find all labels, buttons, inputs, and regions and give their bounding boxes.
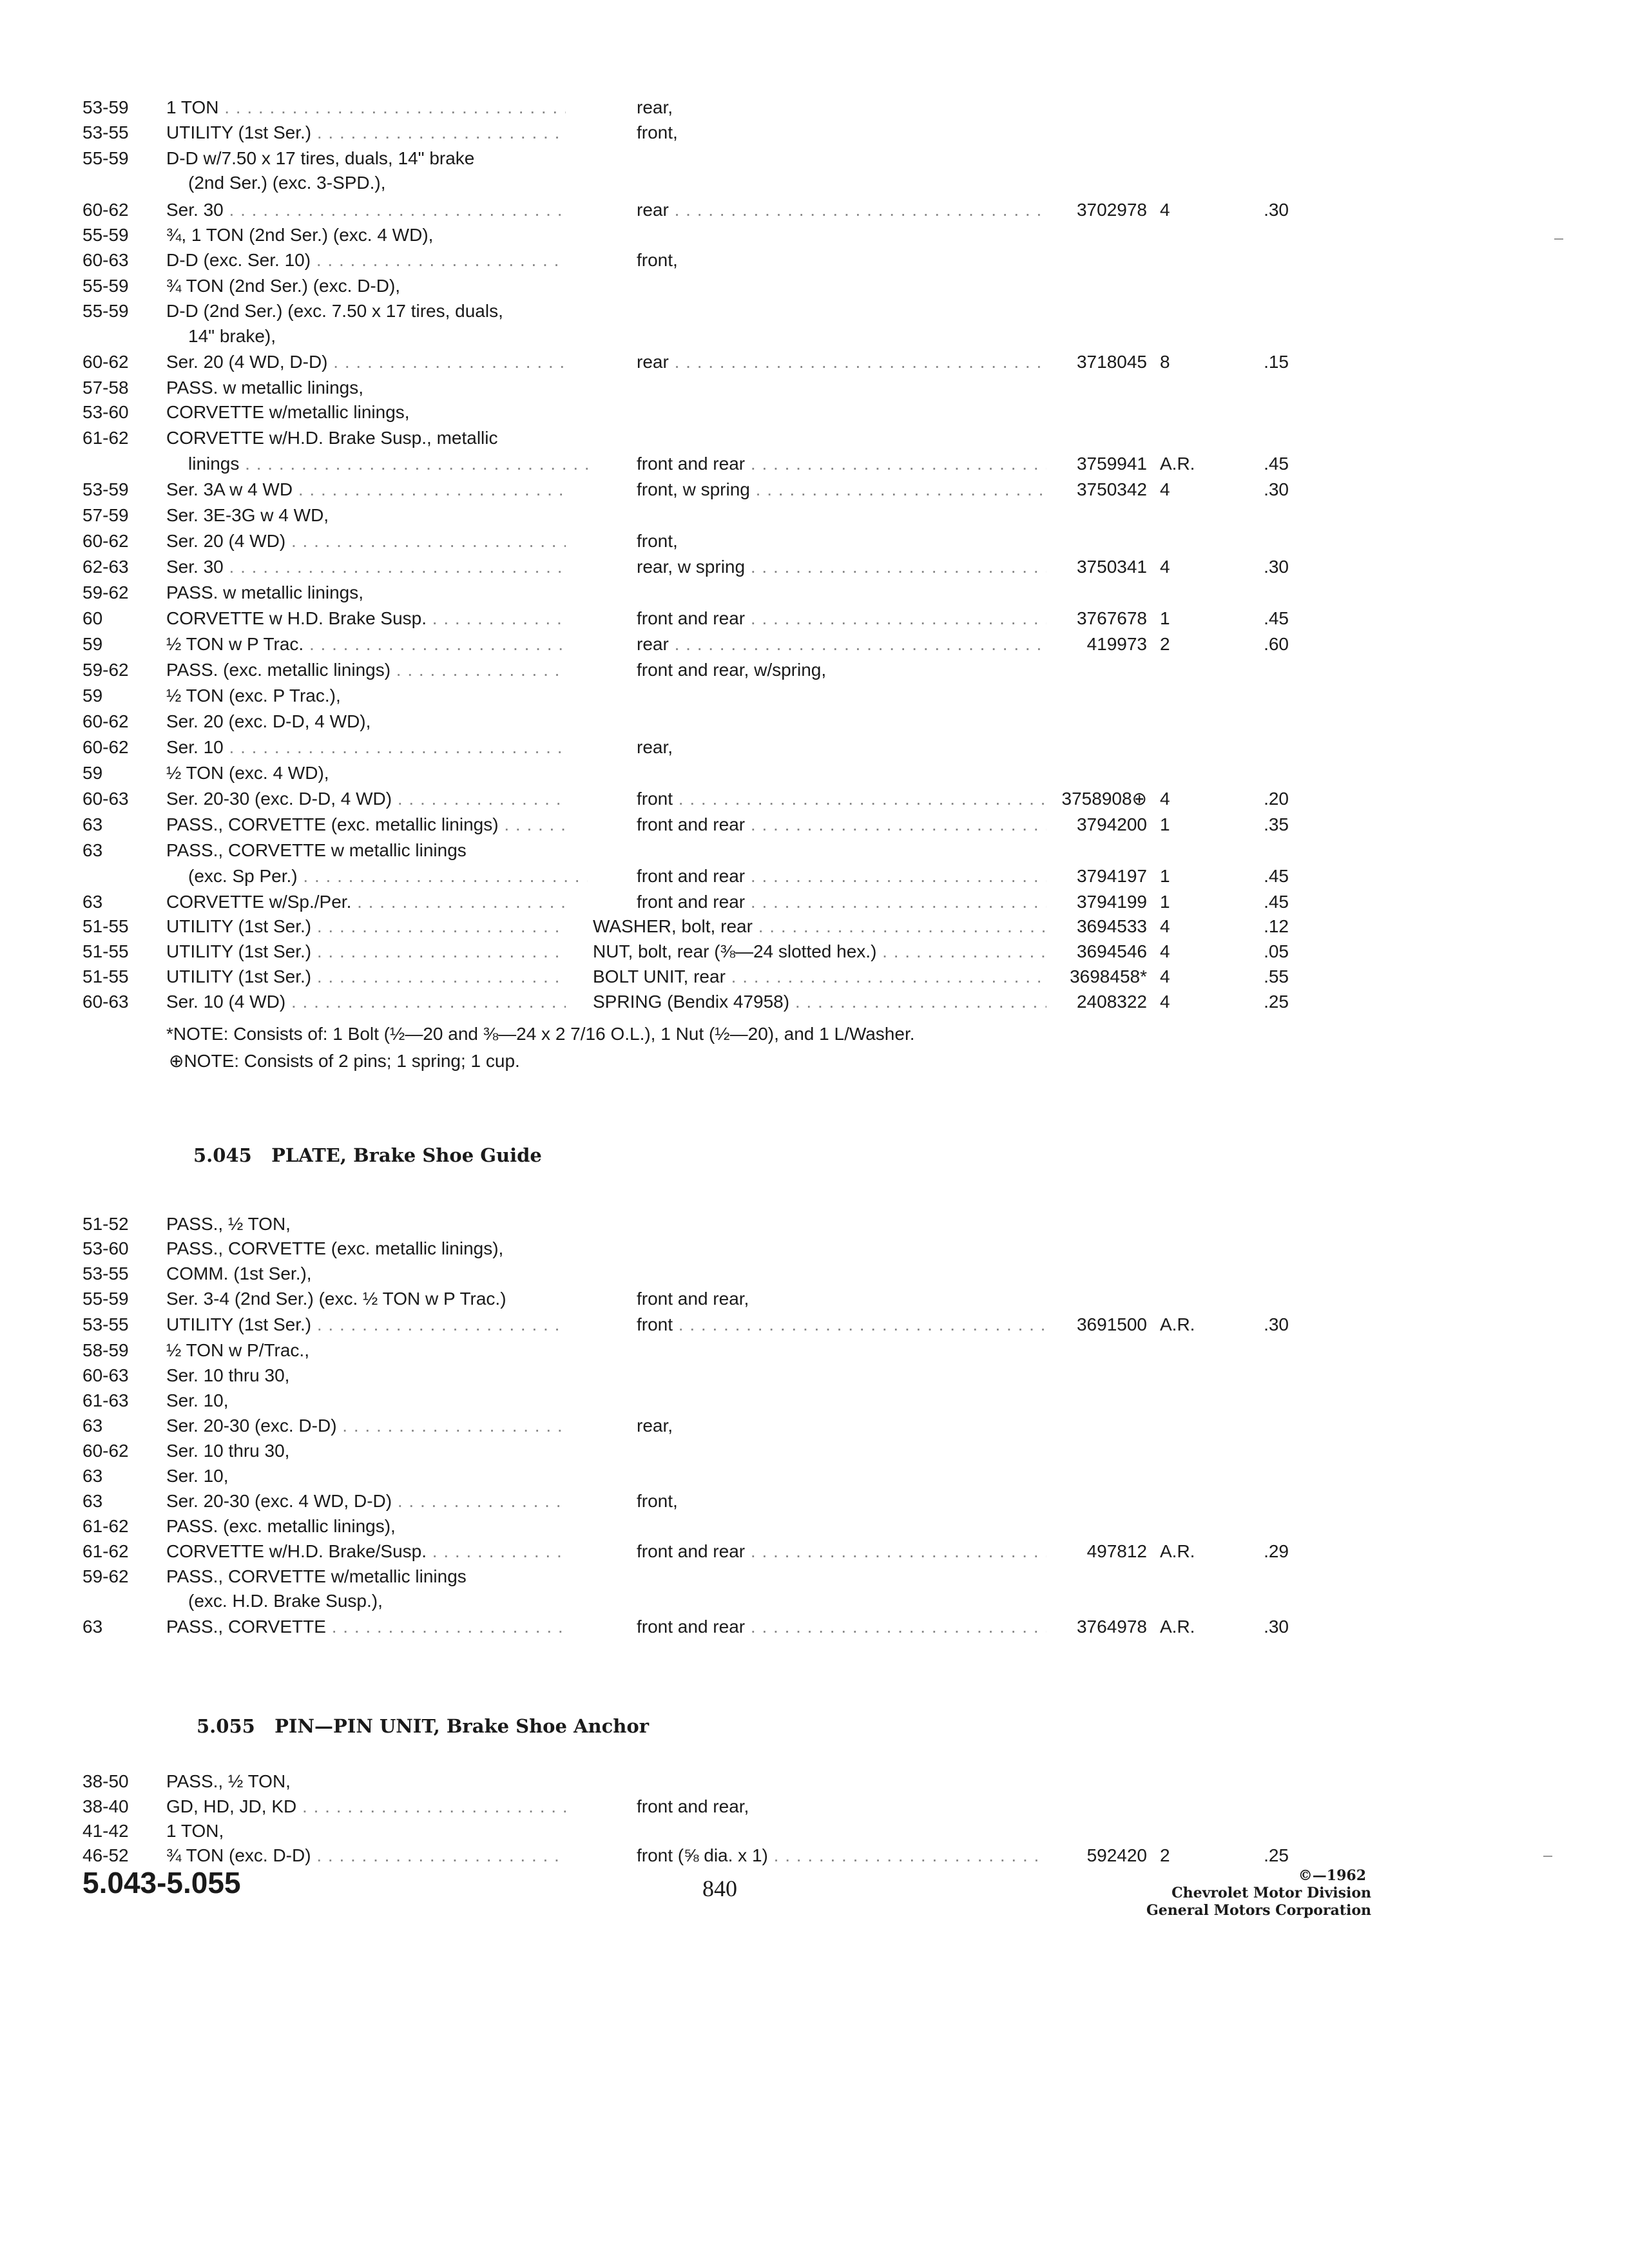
description-cell: CORVETTE w/Sp./Per. . . . [166,889,566,915]
description-cell: linings . . . [188,451,588,477]
quantity-cell: 4 [1160,557,1170,577]
table-row [0,838,1629,863]
application-cell: rear, w spring . . . [637,554,1046,580]
application-cell: BOLT UNIT, rear . . . [593,964,1046,990]
description-cell: Ser. 20-30 (exc. D-D, 4 WD) . . . [166,786,566,812]
application-cell: rear, [637,1416,673,1436]
table-row [0,1818,1629,1844]
year-cell: 60-63 [82,992,129,1012]
year-cell: 60-62 [82,352,129,372]
table-row [0,1211,1629,1237]
description-cell: PASS. (exc. metallic linings), [166,1516,396,1536]
description-cell: Ser. 20-30 (exc. D-D) . . . [166,1413,566,1439]
application-cell: WASHER, bolt, rear . . . [593,914,1046,939]
year-cell: 55-59 [82,301,129,321]
description-cell: Ser. 20 (4 WD) . . . [166,528,566,554]
year-cell: 63 [82,1466,103,1486]
part-number-cell: 419973 [1086,634,1147,654]
part-number-cell: 3759941 [1076,454,1147,474]
year-cell: 60-62 [82,737,129,757]
table-row [0,349,1629,375]
price-cell: .20 [1264,789,1289,809]
year-cell: 55-59 [82,148,129,168]
quantity-cell: A.R. [1160,1541,1195,1561]
year-cell: 63 [82,814,103,834]
description-cell: Ser. 10 (4 WD) . . . [166,989,566,1015]
part-number-cell: 3794197 [1076,866,1147,886]
price-cell: .35 [1264,814,1289,834]
application-cell: front (⅝ dia. x 1) . . . [637,1843,1046,1869]
application-cell: front and rear, [637,1289,749,1309]
description-cell: D-D (exc. Ser. 10) . . . [166,247,566,273]
year-cell: 51-55 [82,966,129,986]
table-row [0,503,1629,528]
year-cell: 60-63 [82,789,129,809]
year-cell: 38-40 [82,1796,129,1816]
description-cell: CORVETTE w/H.D. Brake Susp., metallic [166,428,498,448]
quantity-cell: A.R. [1160,1617,1195,1637]
description-cell: Ser. 3A w 4 WD . . . [166,477,566,503]
part-number-cell: 3718045 [1076,352,1147,372]
year-cell: 60-62 [82,1441,129,1461]
application-cell: front . . . [637,1312,1046,1338]
year-cell: 60-62 [82,531,129,551]
table-row [0,735,1629,760]
year-cell: 60-63 [82,250,129,270]
table-row [0,197,1629,223]
table-row [0,964,1629,990]
quantity-cell: 1 [1160,892,1170,912]
year-cell: 55-59 [82,225,129,245]
year-cell: 46-52 [82,1845,129,1865]
application-cell: front and rear . . . [637,863,1046,889]
section-code: 5.055 [197,1715,255,1737]
application-cell: rear . . . [637,197,1046,223]
description-cell: PASS. (exc. metallic linings) . . . [166,657,566,683]
application-cell: front and rear . . . [637,1539,1046,1564]
year-cell: 63 [82,1491,103,1511]
year-cell: 60-63 [82,1365,129,1385]
application-cell: rear . . . [637,349,1046,375]
application-cell: front and rear . . . [637,451,1046,477]
table-row [0,1388,1629,1414]
year-cell: 63 [82,892,103,912]
table-row [0,222,1629,248]
page-number: 840 [702,1876,737,1901]
description-cell: UTILITY (1st Ser.) . . . [166,939,566,965]
table-row [0,95,1629,120]
copyright: ©—1962 [1298,1867,1366,1884]
table-row [0,1614,1629,1640]
year-cell: 60-62 [82,711,129,731]
year-cell: 63 [82,1416,103,1436]
table-row [0,477,1629,503]
application-cell: rear . . . [637,631,1046,657]
year-cell: 62-63 [82,557,129,577]
table-row [0,1438,1629,1464]
application-cell: front and rear, w/spring, [637,660,827,680]
section-heading-5045 [193,1144,542,1166]
year-cell: 51-55 [82,916,129,936]
price-cell: .25 [1264,992,1289,1012]
quantity-cell: 1 [1160,814,1170,834]
table-row [0,146,1629,171]
description-cell: (2nd Ser.) (exc. 3-SPD.), [188,173,386,193]
description-cell: ½ TON (exc. 4 WD), [166,763,329,783]
table-row [0,451,1629,477]
table-row [0,1843,1629,1869]
year-cell: 58-59 [82,1340,129,1360]
table-row [0,1261,1629,1287]
description-cell: 1 TON, [166,1821,224,1841]
year-cell: 59 [82,763,103,783]
year-cell: 53-55 [82,1314,129,1334]
table-row [0,1769,1629,1794]
application-cell: front, [637,122,678,142]
description-cell: PASS., CORVETTE w/metallic linings [166,1566,467,1586]
price-cell: .30 [1264,200,1289,220]
application-cell: front and rear . . . [637,1614,1046,1640]
table-row [0,889,1629,915]
application-cell: front and rear, [637,1796,749,1816]
description-cell: Ser. 20 (exc. D-D, 4 WD), [166,711,371,731]
description-cell: Ser. 30 . . . [166,197,566,223]
price-cell: .12 [1264,916,1289,936]
quantity-cell: 4 [1160,966,1170,986]
quantity-cell: 1 [1160,608,1170,628]
table-row [0,323,1629,349]
table-row [0,1588,1629,1614]
application-cell: rear, [637,737,673,757]
description-cell: Ser. 20-30 (exc. 4 WD, D-D) . . . [166,1488,566,1514]
table-row [0,1236,1629,1262]
description-cell: ¾, 1 TON (2nd Ser.) (exc. 4 WD), [166,225,434,245]
description-cell: Ser. 10 . . . [166,735,566,760]
year-cell: 57-58 [82,378,129,398]
table-row [0,120,1629,146]
part-number-cell: 3702978 [1076,200,1147,220]
year-cell: 59 [82,686,103,706]
section-range: 5.043-5.055 [82,1866,241,1899]
price-cell: .25 [1264,1845,1289,1865]
description-cell: 14" brake), [188,326,276,346]
table-row [0,989,1629,1015]
price-cell: .45 [1264,866,1289,886]
table-row [0,1363,1629,1389]
description-cell: Ser. 3-4 (2nd Ser.) (exc. ½ TON w P Trac.) [166,1289,506,1309]
org-line-2: General Motors Corporation [1146,1902,1371,1919]
price-cell: .45 [1264,892,1289,912]
quantity-cell: 4 [1160,916,1170,936]
quantity-cell: 8 [1160,352,1170,372]
scan-speck [1543,1856,1552,1857]
org-line-1: Chevrolet Motor Division [1171,1885,1371,1901]
part-number-cell: 3694546 [1076,941,1147,961]
description-cell: CORVETTE w H.D. Brake Susp. . . . [166,606,566,631]
section-title: PLATE, Brake Shoe Guide [271,1144,542,1166]
description-cell: Ser. 10, [166,1390,229,1410]
part-number-cell: 497812 [1086,1541,1147,1561]
table-row [0,298,1629,324]
year-cell: 59-62 [82,660,129,680]
price-cell: .05 [1264,941,1289,961]
table-row [0,580,1629,606]
description-cell: (exc. Sp Per.) . . . [188,863,588,889]
table-row [0,170,1629,196]
table-row [0,554,1629,580]
application-cell: SPRING (Bendix 47958) . . . [593,989,1046,1015]
description-cell: PASS., ½ TON, [166,1214,291,1234]
year-cell: 60-62 [82,200,129,220]
year-cell: 53-55 [82,1264,129,1283]
description-cell: PASS., CORVETTE (exc. metallic linings), [166,1238,504,1258]
year-cell: 51-55 [82,941,129,961]
table-row [0,683,1629,709]
table-row [0,273,1629,299]
price-cell: .30 [1264,479,1289,499]
part-number-cell: 2408322 [1076,992,1147,1012]
scan-speck [1554,238,1563,240]
section-heading-5055 [197,1715,649,1737]
quantity-cell: 2 [1160,634,1170,654]
price-cell: .55 [1264,966,1289,986]
year-cell: 61-62 [82,428,129,448]
description-cell: ½ TON (exc. P Trac.), [166,686,341,706]
part-number-cell: 3750342 [1076,479,1147,499]
description-cell: PASS., ½ TON, [166,1771,291,1791]
year-cell: 55-59 [82,1289,129,1309]
price-cell: .15 [1264,352,1289,372]
application-cell: front and rear . . . [637,812,1046,838]
footnote-pin-unit: ⊕NOTE: Consists of 2 pins; 1 spring; 1 cup. [169,1051,520,1071]
application-cell: front, [637,250,678,270]
application-cell: front, w spring . . . [637,477,1046,503]
year-cell: 57-59 [82,505,129,525]
quantity-cell: 4 [1160,200,1170,220]
table-row [0,631,1629,657]
year-cell: 53-55 [82,122,129,142]
quantity-cell: 4 [1160,992,1170,1012]
year-cell: 53-60 [82,1238,129,1258]
application-cell: front, [637,1491,678,1511]
description-cell: CORVETTE w/metallic linings, [166,402,410,422]
table-row [0,939,1629,965]
year-cell: 55-59 [82,276,129,296]
table-row [0,1794,1629,1820]
table-row [0,247,1629,273]
description-cell: ¾ TON (2nd Ser.) (exc. D-D), [166,276,401,296]
description-cell: ½ TON w P/Trac., [166,1340,309,1360]
table-row [0,657,1629,683]
description-cell: GD, HD, JD, KD . . . [166,1794,566,1820]
year-cell: 59-62 [82,582,129,602]
year-cell: 51-52 [82,1214,129,1234]
table-row [0,1488,1629,1514]
table-row [0,1338,1629,1363]
description-cell: PASS., CORVETTE w metallic linings [166,840,467,860]
year-cell: 61-62 [82,1516,129,1536]
part-number-cell: 3758908⊕ [1061,789,1147,809]
year-cell: 41-42 [82,1821,129,1841]
part-number-cell: 3794200 [1076,814,1147,834]
application-cell: front and rear . . . [637,606,1046,631]
price-cell: .45 [1264,454,1289,474]
year-cell: 53-59 [82,479,129,499]
table-row [0,528,1629,554]
application-cell: front and rear . . . [637,889,1046,915]
price-cell: .29 [1264,1541,1289,1561]
part-number-cell: 3691500 [1076,1314,1147,1334]
description-cell: PASS., CORVETTE . . . [166,1614,566,1640]
part-number-cell: 3764978 [1076,1617,1147,1637]
year-cell: 61-63 [82,1390,129,1410]
price-cell: .60 [1264,634,1289,654]
description-cell: PASS. w metallic linings, [166,582,364,602]
table-row [0,1413,1629,1439]
description-cell: D-D (2nd Ser.) (exc. 7.50 x 17 tires, duals, [166,301,503,321]
table-row [0,606,1629,631]
part-number-cell: 3767678 [1076,608,1147,628]
footnote-bolt-unit: *NOTE: Consists of: 1 Bolt (½—20 and ⅜—24 x 2 7/16 O.L.), 1 Nut (½—20), and 1 L/Washer. [166,1024,915,1044]
application-cell: front . . . [637,786,1046,812]
table-row [0,863,1629,889]
table-row [0,1463,1629,1489]
application-cell: NUT, bolt, rear (⅜—24 slotted hex.) . . . [593,939,1046,965]
table-row [0,375,1629,401]
table-row [0,1312,1629,1338]
description-cell: ¾ TON (exc. D-D) . . . [166,1843,566,1869]
year-cell: 59-62 [82,1566,129,1586]
price-cell: .45 [1264,608,1289,628]
part-number-cell: 592420 [1086,1845,1147,1865]
description-cell: UTILITY (1st Ser.) . . . [166,964,566,990]
table-row [0,709,1629,735]
year-cell: 53-60 [82,402,129,422]
quantity-cell: 4 [1160,941,1170,961]
description-cell: 1 TON . . . [166,95,566,120]
description-cell: (exc. H.D. Brake Susp.), [188,1591,383,1611]
section-code: 5.045 [193,1144,252,1166]
year-cell: 63 [82,840,103,860]
description-cell: UTILITY (1st Ser.) . . . [166,120,566,146]
price-cell: .30 [1264,557,1289,577]
table-row [0,1514,1629,1539]
table-row [0,1539,1629,1564]
description-cell: ½ TON w P Trac. . . . [166,631,566,657]
description-cell: PASS., CORVETTE (exc. metallic linings) . . . [166,812,566,838]
quantity-cell: 2 [1160,1845,1170,1865]
table-row [0,914,1629,939]
application-cell: front, [637,531,678,551]
year-cell: 38-50 [82,1771,129,1791]
year-cell: 63 [82,1617,103,1637]
application-cell: rear, [637,97,673,117]
quantity-cell: 4 [1160,479,1170,499]
description-cell: Ser. 3E-3G w 4 WD, [166,505,329,525]
part-number-cell: 3698458* [1070,966,1147,986]
quantity-cell: A.R. [1160,454,1195,474]
year-cell: 61-62 [82,1541,129,1561]
description-cell: Ser. 10 thru 30, [166,1365,290,1385]
price-cell: .30 [1264,1617,1289,1637]
table-row [0,399,1629,425]
part-number-cell: 3750341 [1076,557,1147,577]
quantity-cell: 1 [1160,866,1170,886]
description-cell: CORVETTE w/H.D. Brake/Susp. . . . [166,1539,566,1564]
quantity-cell: 4 [1160,789,1170,809]
description-cell: COMM. (1st Ser.), [166,1264,312,1283]
part-number-cell: 3794199 [1076,892,1147,912]
table-row [0,786,1629,812]
description-cell: UTILITY (1st Ser.) . . . [166,1312,566,1338]
description-cell: PASS. w metallic linings, [166,378,364,398]
description-cell: Ser. 10, [166,1466,229,1486]
year-cell: 53-59 [82,97,129,117]
description-cell: UTILITY (1st Ser.) . . . [166,914,566,939]
description-cell: D-D w/7.50 x 17 tires, duals, 14" brake [166,148,475,168]
year-cell: 59 [82,634,103,654]
table-row [0,760,1629,786]
description-cell: Ser. 10 thru 30, [166,1441,290,1461]
description-cell: Ser. 20 (4 WD, D-D) . . . [166,349,566,375]
table-row [0,812,1629,838]
table-row [0,1564,1629,1590]
part-number-cell: 3694533 [1076,916,1147,936]
section-title: PIN—PIN UNIT, Brake Shoe Anchor [275,1715,650,1737]
table-row [0,1286,1629,1312]
quantity-cell: A.R. [1160,1314,1195,1334]
table-row [0,425,1629,451]
year-cell: 60 [82,608,103,628]
description-cell: Ser. 30 . . . [166,554,566,580]
price-cell: .30 [1264,1314,1289,1334]
